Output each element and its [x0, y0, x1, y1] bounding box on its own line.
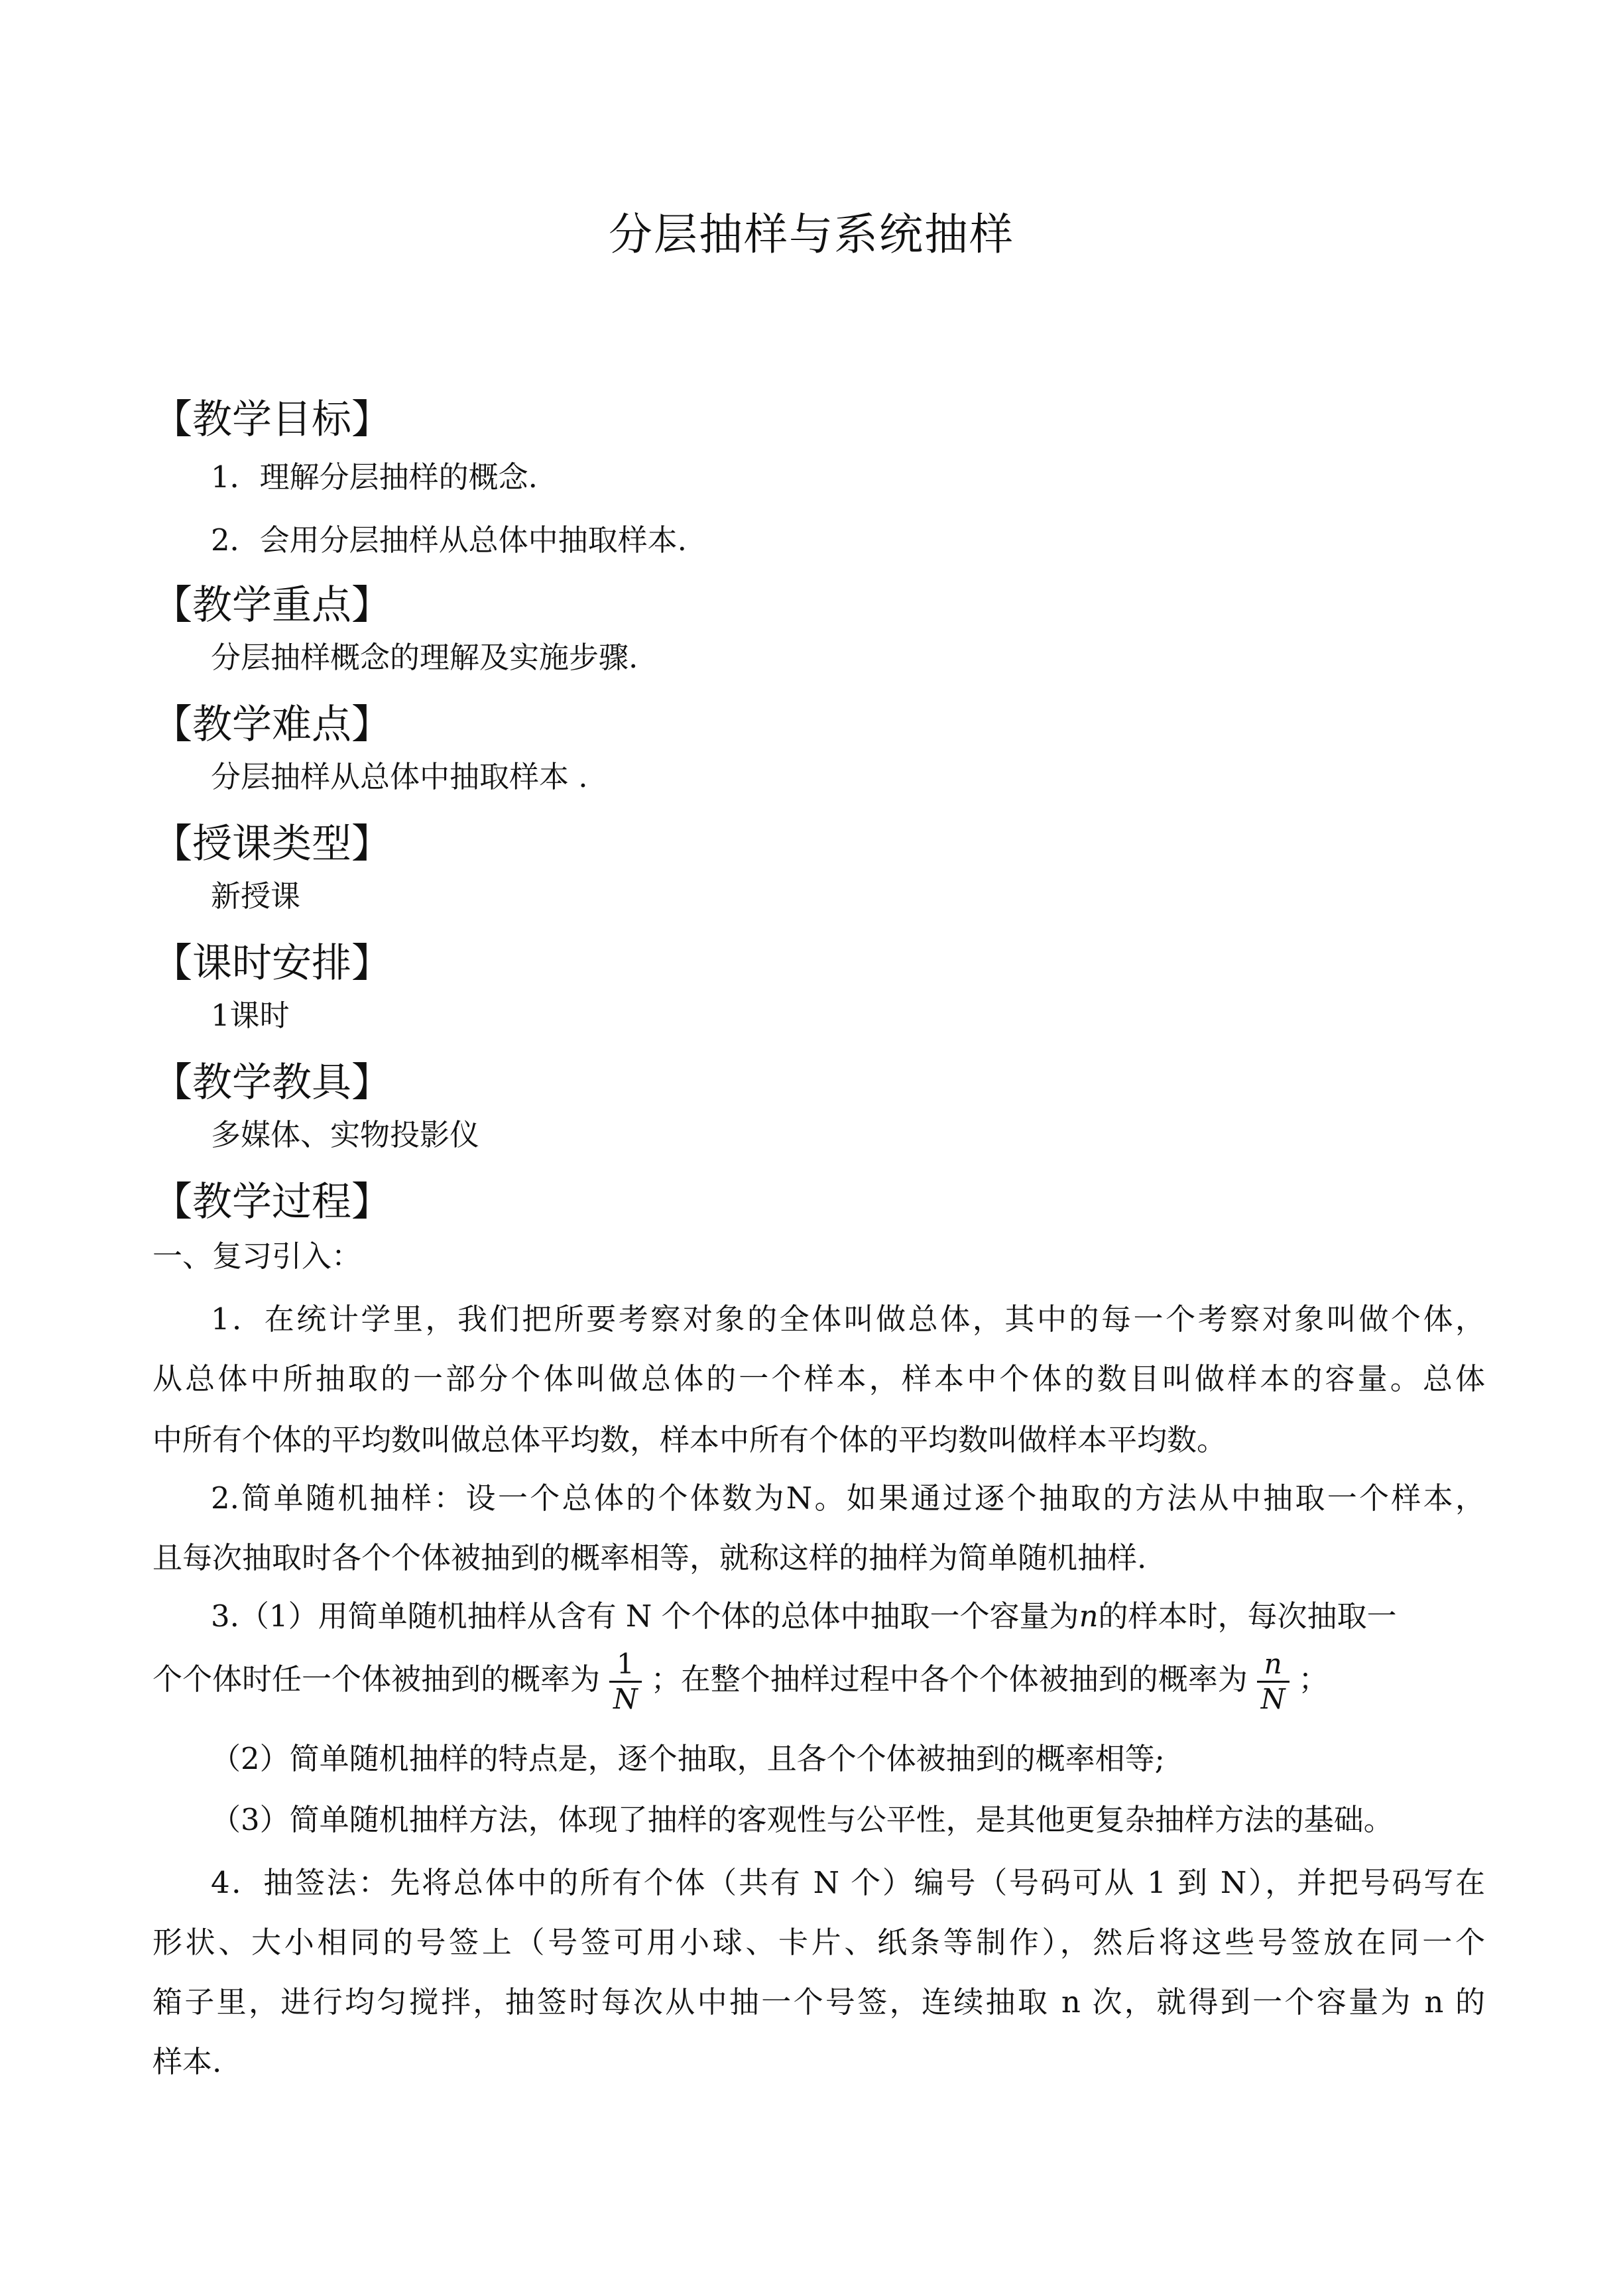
fraction-2-denominator: N	[1260, 1683, 1286, 1715]
heading-teaching-process: 【教学过程】	[152, 1179, 391, 1225]
fraction-2-numerator: n	[1264, 1648, 1282, 1680]
review-p3-line2-c: ；	[1298, 1662, 1329, 1697]
review-p3-item3: （3）简单随机抽样方法，体现了抽样的客观性与公平性，是其他更复杂抽样方法的基础。	[211, 1802, 1394, 1837]
schedule-text: 1课时	[211, 998, 290, 1033]
heading-teaching-tools: 【教学教具】	[152, 1059, 391, 1106]
review-p3-line2-a: 个个体时任一个体被抽到的概率为	[152, 1662, 601, 1697]
review-p3-line2	[152, 1643, 1329, 1716]
review-p3-line2-b: ；在整个抽样过程中各个个体被抽到的概率为	[650, 1662, 1248, 1697]
lesson-type-text: 新授课	[211, 878, 301, 914]
difficulties-text: 分层抽样从总体中抽取样本 .	[211, 759, 588, 794]
review-p3-item2: （2）简单随机抽样的特点是，逐个抽取，且各个个体被抽到的概率相等;	[211, 1741, 1165, 1776]
review-p1-line2: 从总体中所抽取的一部分个体叫做总体的一个样本，样本中个体的数目叫做样本的容量。总体	[152, 1361, 1485, 1396]
variable-n: n	[1079, 1599, 1099, 1634]
heading-difficulties: 【教学难点】	[152, 701, 391, 748]
review-heading: 一、复习引入：	[152, 1239, 362, 1274]
review-p3-line1-a: 3.（1）用简单随机抽样从含有 N 个个体的总体中抽取一个容量为	[211, 1599, 1079, 1634]
review-p3-line1	[211, 1597, 1485, 1636]
review-p3-line1-b: 的样本时，每次抽取一	[1098, 1599, 1397, 1634]
review-p1-line3: 中所有个体的平均数叫做总体平均数，样本中所有个体的平均数叫做样本平均数。	[152, 1422, 1227, 1457]
heading-teaching-goals: 【教学目标】	[152, 396, 391, 443]
teaching-tools-text: 多媒体、实物投影仪	[211, 1117, 480, 1152]
review-p1-line1: 1．在统计学里，我们把所要考察对象的全体叫做总体，其中的每一个考察对象叫做个体，	[211, 1301, 1485, 1337]
heading-key-points: 【教学重点】	[152, 582, 391, 629]
goal-item-2: 2．会用分层抽样从总体中抽取样本.	[211, 522, 687, 558]
page-title: 分层抽样与系统抽样	[609, 209, 1014, 260]
heading-lesson-type: 【授课类型】	[152, 821, 391, 867]
review-p4-line2: 形状、大小相同的号签上（号签可用小球、卡片、纸条等制作），然后将这些号签放在同一个	[152, 1925, 1485, 1960]
fraction-one-over-n	[609, 1648, 642, 1716]
fraction-n-over-n	[1257, 1648, 1290, 1716]
review-p4-line1: 4．抽签法：先将总体中的所有个体（共有 N 个）编号（号码可从 1 到 N），并把号码写在	[211, 1865, 1485, 1900]
review-p4-line3: 箱子里，进行均匀搅拌，抽签时每次从中抽一个号签，连续抽取 n 次，就得到一个容量为 n 的	[152, 1984, 1485, 2020]
fraction-1-numerator: 1	[617, 1648, 634, 1680]
review-p2-line2: 且每次抽取时各个个体被抽到的概率相等，就称这样的抽样为简单随机抽样.	[152, 1540, 1147, 1575]
review-p2-line1: 2.简单随机抽样：设一个总体的个体数为N。如果通过逐个抽取的方法从中抽取一个样本，	[211, 1480, 1485, 1516]
review-p4-line4: 样本.	[152, 2044, 222, 2079]
fraction-1-denominator: N	[613, 1683, 638, 1715]
key-points-text: 分层抽样概念的理解及实施步骤.	[211, 640, 638, 675]
goal-item-1: 1．理解分层抽样的概念.	[211, 459, 538, 495]
heading-schedule: 【课时安排】	[152, 940, 391, 987]
